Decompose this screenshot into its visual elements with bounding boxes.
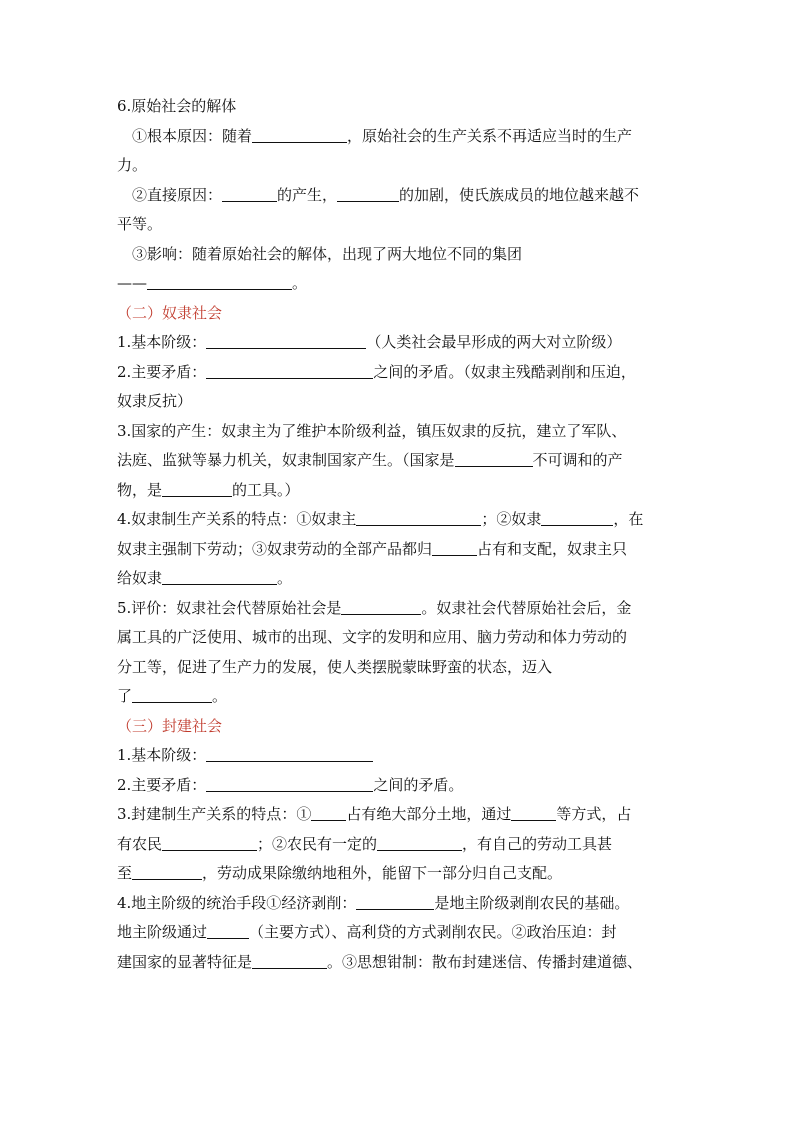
feudal-basic-classes: 1.基本阶级： xyxy=(117,741,682,771)
blank-field xyxy=(511,803,556,821)
blank-field xyxy=(377,833,462,851)
section-feudal-society-heading: （三）封建社会 xyxy=(117,716,223,735)
blank-field xyxy=(222,184,277,202)
slave-basic-classes: 1.基本阶级： （人类社会最早形成的两大对立阶级） xyxy=(117,333,622,351)
blank-field xyxy=(162,567,277,585)
blank-field xyxy=(132,685,212,703)
evaluation-line-3: 分工等，促进了生产力的发展，使人类摆脱蒙昧野蛮的状态，迈入 xyxy=(117,657,553,676)
blank-field xyxy=(147,272,292,290)
blank-field xyxy=(252,951,327,969)
feudal-relations-line-3: 至 ，劳动成果除缴纳地租外，能留下一部分归自己支配。 xyxy=(117,864,563,882)
root-cause-line: ①根本原因：随着 ，原始社会的生产关系不再适应当时的生产 xyxy=(132,126,633,145)
impact-line-cont: —— 。 xyxy=(117,274,308,292)
section-slave-society-heading: （二）奴隶社会 xyxy=(117,303,223,322)
blank-field xyxy=(206,361,373,379)
rule-means-line: 4.地主阶级的统治手段①经济剥削： 是地主阶级剥削农民的基础。 xyxy=(117,893,630,912)
evaluation-line-4: 了 。 xyxy=(117,687,228,705)
feudal-main-contradiction: 2.主要矛盾： 之间的矛盾。 xyxy=(117,775,464,794)
slave-relations-line-2: 奴隶主强制下劳动；③奴隶劳动的全部产品都归 占有和支配，奴隶主只 xyxy=(117,539,628,558)
blank-field xyxy=(206,744,373,762)
rule-means-line-3: 建国家的显著特征是 。③思想钳制：散布封建迷信、传播封建道德、 xyxy=(117,952,643,971)
blank-field xyxy=(206,774,373,792)
slave-main-contradiction-cont: 奴隶反抗） xyxy=(117,392,193,410)
state-origin-line-2: 法庭、监狱等暴力机关，奴隶制国家产生。（国家是 不可调和的产 xyxy=(117,451,623,469)
blank-field xyxy=(207,921,249,939)
evaluation-line: 5.评价：奴隶社会代替原始社会是 。奴隶社会代替原始社会后，金 xyxy=(117,598,632,617)
blank-field xyxy=(455,449,533,467)
blank-field xyxy=(356,892,434,910)
blank-field xyxy=(341,597,421,615)
blank-field xyxy=(432,538,477,556)
slave-relations-line: 4.奴隶制生产关系的特点：①奴隶主 ；②奴隶 ，在 xyxy=(117,510,644,528)
rule-means-line-2: 地主阶级通过 （主要方式）、高利贷的方式剥削农民。②政治压迫：封 xyxy=(117,923,617,941)
blank-field xyxy=(311,803,346,821)
blank-field xyxy=(162,833,257,851)
document-body xyxy=(117,92,682,977)
slave-main-contradiction: 2.主要矛盾： 之间的矛盾。（奴隶主残酷剥削和压迫， xyxy=(117,362,636,381)
section-6-title: 6.原始社会的解体 xyxy=(117,97,237,115)
root-cause-line-cont: 力。 xyxy=(117,156,148,174)
slave-relations-line-3: 给奴隶 。 xyxy=(117,569,293,587)
direct-cause-line: ②直接原因： 的产生， 的加剧，使氏族成员的地位越来越不 xyxy=(132,185,640,204)
blank-field xyxy=(132,862,202,880)
blank-field xyxy=(252,125,347,143)
blank-field xyxy=(541,508,613,526)
blank-field xyxy=(337,184,399,202)
state-origin-line-3: 物，是 的工具。） xyxy=(117,480,300,499)
blank-field xyxy=(206,331,366,349)
evaluation-line-2: 属工具的广泛使用、城市的出现、文字的发明和应用、脑力劳动和体力劳动的 xyxy=(117,628,628,646)
direct-cause-line-cont: 平等。 xyxy=(117,215,163,233)
blank-field xyxy=(162,479,232,497)
impact-line: ③影响：随着原始社会的解体，出现了两大地位不同的集团 xyxy=(132,244,523,263)
feudal-relations-line: 3.封建制生产关系的特点：① 占有绝大部分土地，通过 等方式，占 xyxy=(117,805,632,823)
feudal-relations-line-2: 有农民 ；②农民有一定的 ，有自己的劳动工具甚 xyxy=(117,834,613,853)
state-origin-line: 3.国家的产生：奴隶主为了维护本阶级利益，镇压奴隶的反抗，建立了军队、 xyxy=(117,421,627,440)
blank-field xyxy=(356,508,481,526)
